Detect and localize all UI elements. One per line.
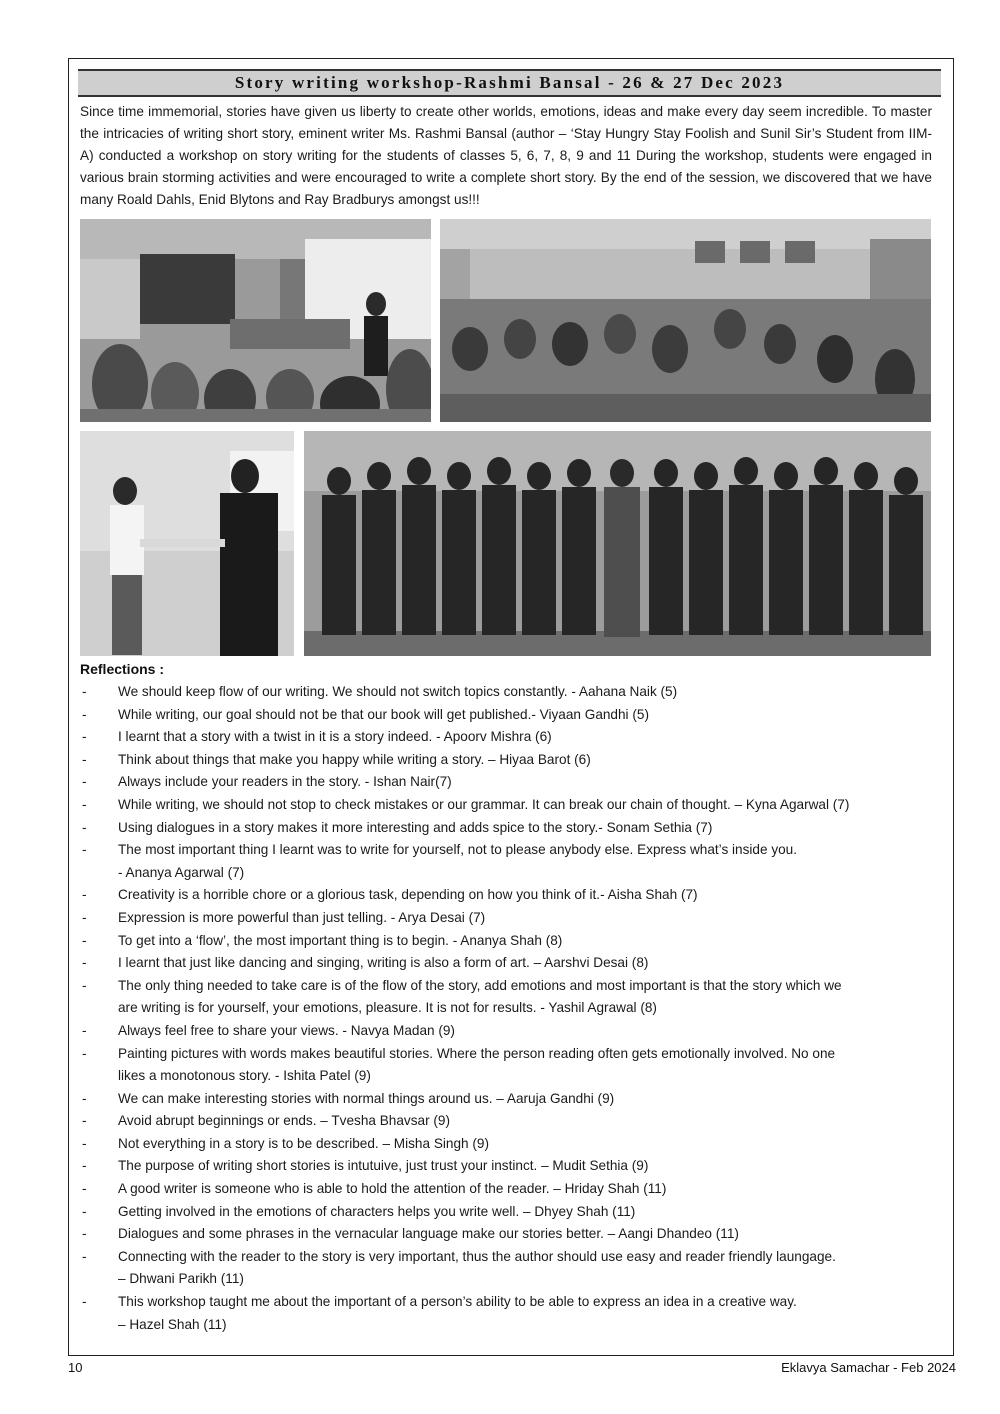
reflection-item [80, 1291, 940, 1336]
bullet-dash: - [82, 1090, 87, 1106]
photo-auditorium-students [440, 219, 931, 422]
reflection-text: Dialogues and some phrases in the vernacular language make our stories better. – Aangi Dhandeo (11) [118, 1226, 739, 1242]
reflection-item [80, 749, 940, 772]
bullet-dash: - [82, 729, 87, 745]
reflection-text: The most important thing I learnt was to write for yourself, not to please anybody else. Express what’s inside you. [118, 842, 798, 858]
photo-speaker-classroom-image [80, 219, 431, 422]
bullet-dash: - [82, 909, 87, 925]
bullet-dash: - [82, 1113, 87, 1129]
reflection-text: Avoid abrupt beginnings or ends. – Tvesha Bhavsar (9) [118, 1113, 450, 1129]
reflection-text: The purpose of writing short stories is intutuive, just trust your instinct. – Mudit Sethia (9) [118, 1158, 649, 1174]
reflection-attribution: – Hazel Shah (11) [118, 1316, 227, 1332]
reflection-text: We can make interesting stories with normal things around us. – Aaruja Gandhi (9) [118, 1090, 615, 1106]
reflection-item [80, 817, 940, 840]
reflection-item [80, 1020, 940, 1043]
reflection-item [80, 704, 940, 727]
photo-auditorium-image [440, 219, 931, 422]
bullet-dash: - [82, 1203, 87, 1219]
reflection-item [80, 1246, 940, 1291]
bullet-dash: - [82, 751, 87, 767]
reflection-text: While writing, our goal should not be that our book will get published.- Viyaan Gandhi (5) [118, 706, 649, 722]
bullet-dash: - [82, 819, 87, 835]
reflection-item [80, 952, 940, 975]
reflection-item [80, 930, 940, 953]
bullet-dash: - [82, 842, 87, 858]
reflection-item [80, 1178, 940, 1201]
bullet-dash: - [82, 1294, 87, 1310]
reflection-text: Getting involved in the emotions of characters helps you write well. – Dhyey Shah (11) [118, 1203, 636, 1219]
reflection-text: Using dialogues in a story makes it more interesting and adds spice to the story.- Sonam Sethia (7) [118, 819, 713, 835]
reflection-text: We should keep flow of our writing. We should not switch topics constantly. - Aahana Naik (5) [118, 684, 678, 699]
reflection-item [80, 726, 940, 749]
reflections-list [80, 681, 940, 1336]
reflection-item [80, 1201, 940, 1224]
bullet-dash: - [82, 887, 87, 903]
intro-paragraph: Since time immemorial, stories have given us liberty to create other worlds, emotions, ideas and make every day seem incredible. To master the intricacies of writing short story, eminent writer Ms. Rashmi Bansal (author – ‘Stay Hungry Stay Foolish and Sunil Sir’s Student from IIM-A) conducted a workshop on story writing for the students of classes 5, 6, 7, 8, 9 and 11 During the workshop, students were engaged in various brain storming activities and were encouraged to write a complete short story. By the end of the session, we discovered that we have many Roald Dahls, Enid Blytons and Ray Bradburys amongst us!!! [80, 104, 932, 207]
reflection-text: I learnt that just like dancing and singing, writing is also a form of art. – Aarshvi Desai (8) [118, 955, 649, 971]
bullet-dash: - [82, 932, 87, 948]
reflection-text: To get into a ‘flow’, the most important thing is to begin. - Ananya Shah (8) [118, 932, 563, 948]
photo-group [304, 431, 931, 656]
reflection-text: Think about things that make you happy while writing a story. – Hiyaa Barot (6) [118, 751, 591, 767]
photo-group-image [304, 431, 931, 656]
photo-prize-handover [80, 431, 294, 656]
reflection-text: Not everything in a story is to be described. – Misha Singh (9) [118, 1135, 489, 1151]
reflections-heading: Reflections : [80, 661, 165, 677]
bullet-dash: - [82, 796, 87, 812]
reflection-item [80, 1155, 940, 1178]
reflection-attribution: - Ananya Agarwal (7) [118, 864, 245, 880]
reflection-text: Always feel free to share your views. - Navya Madan (9) [118, 1022, 455, 1038]
bullet-dash: - [82, 977, 87, 993]
reflection-attribution: likes a monotonous story. - Ishita Patel (9) [118, 1068, 371, 1084]
page-title: Story writing workshop-Rashmi Bansal - 26 & 27 Dec 2023 [234, 73, 785, 92]
reflection-item [80, 884, 940, 907]
reflection-item [80, 839, 940, 884]
reflection-text: Connecting with the reader to the story is very important, thus the author should use easy and reader friendly laungage. [118, 1248, 836, 1264]
photo-prize-image [80, 431, 294, 656]
reflection-text: The only thing needed to take care is of the flow of the story, add emotions and most important is that the story which we [118, 977, 842, 993]
reflection-item [80, 907, 940, 930]
reflection-item [80, 794, 940, 817]
reflection-text: A good writer is someone who is able to hold the attention of the reader. – Hriday Shah (11) [118, 1181, 667, 1197]
bullet-dash: - [82, 1135, 87, 1151]
bullet-dash: - [82, 774, 87, 790]
reflection-text: I learnt that a story with a twist in it is a story indeed. - Apoorv Mishra (6) [118, 729, 552, 745]
bullet-dash: - [82, 1158, 87, 1174]
bullet-dash: - [82, 1248, 87, 1264]
title-bar [78, 69, 941, 97]
reflection-item [80, 1088, 940, 1111]
reflection-text: Always include your readers in the story. - Ishan Nair(7) [118, 774, 452, 790]
bullet-dash: - [82, 1181, 87, 1197]
reflection-attribution: – Dhwani Parikh (11) [118, 1271, 244, 1287]
bullet-dash: - [82, 1226, 87, 1242]
bullet-dash: - [82, 1022, 87, 1038]
reflection-text: This workshop taught me about the important of a person’s ability to be able to express an idea in a creative way. [118, 1294, 797, 1310]
reflection-item [80, 975, 940, 1020]
reflection-item [80, 771, 940, 794]
reflection-item [80, 1043, 940, 1088]
publication-name: Eklavya Samachar - Feb 2024 [781, 1360, 956, 1375]
reflection-text: Creativity is a horrible chore or a glorious task, depending on how you think of it.- Aisha Shah (7) [118, 887, 698, 903]
reflection-text: Painting pictures with words makes beautiful stories. Where the person reading often gets emotionally involved. No one [118, 1045, 836, 1061]
bullet-dash: - [82, 706, 87, 722]
reflection-attribution: are writing is for yourself, your emotions, pleasure. It is not for results. - Yashil Agrawal (8) [118, 1000, 657, 1016]
reflection-text: While writing, we should not stop to check mistakes or our grammar. It can break our chain of thought. – Kyna Agarwal (7) [118, 796, 850, 812]
bullet-dash: - [82, 1045, 87, 1061]
bullet-dash: - [82, 684, 87, 699]
page-number: 10 [68, 1360, 83, 1375]
reflection-item [80, 1133, 940, 1156]
reflection-text: Expression is more powerful than just telling. - Arya Desai (7) [118, 909, 486, 925]
bullet-dash: - [82, 955, 87, 971]
reflection-item [80, 681, 940, 704]
photo-speaker-classroom [80, 219, 431, 422]
reflection-item [80, 1223, 940, 1246]
reflection-item [80, 1110, 940, 1133]
